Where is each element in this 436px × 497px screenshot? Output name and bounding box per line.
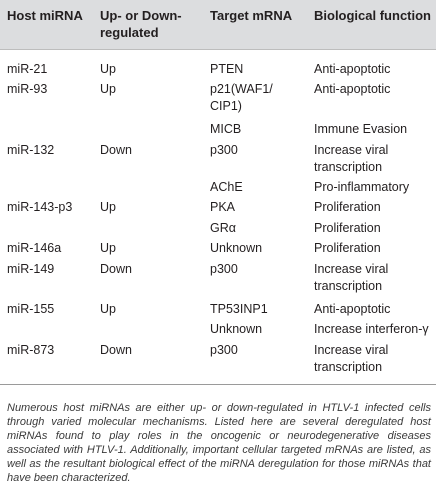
- cell-host: miR-143-p3: [7, 200, 73, 214]
- header-target-mrna: Target mRNA: [210, 8, 293, 23]
- header-host-mirna: Host miRNA: [7, 8, 83, 23]
- cell-function: Pro-inflammatory: [314, 180, 410, 194]
- cell-function: Anti-apoptotic: [314, 302, 391, 316]
- table-caption: Numerous host miRNAs are either up- or down-regulated in HTLV-1 infected cells through varied molecular mechanisms. Listed here are several deregulated host miRNAs found to play roles in the oncogenic or neurodegenerative diseases associated with HTLV-1. Additionally, important cellular targeted mRNAs are listed, as well as the resultant biological effect of the miRNA deregulation for those miRNAs that have been characterized.: [7, 402, 431, 484]
- cell-regulation: Down: [100, 143, 132, 157]
- cell-regulation: Up: [100, 302, 116, 316]
- cell-target: p300: [210, 262, 238, 276]
- cell-target: p300: [210, 343, 238, 357]
- cell-function: Increase interferon-γ: [314, 322, 429, 336]
- table-header: [0, 0, 436, 50]
- header-regulation: Up- or Down-regulated: [100, 8, 182, 40]
- table-body: [0, 50, 436, 436]
- cell-target: p300: [210, 143, 238, 157]
- cell-regulation: Up: [100, 62, 116, 76]
- cell-regulation: Down: [100, 343, 132, 357]
- cell-host: miR-93: [7, 82, 48, 96]
- cell-function: Immune Evasion: [314, 122, 408, 136]
- cell-function: Anti-apoptotic: [314, 62, 391, 76]
- cell-host: miR-146a: [7, 241, 62, 255]
- cell-host: miR-155: [7, 302, 55, 316]
- cell-target: PTEN: [210, 62, 244, 76]
- cell-target: Unknown: [210, 241, 263, 255]
- cell-function: Proliferation: [314, 221, 381, 235]
- cell-target: AChE: [210, 180, 243, 194]
- cell-host: miR-149: [7, 262, 55, 276]
- cell-host: miR-21: [7, 62, 48, 76]
- cell-regulation: Up: [100, 82, 116, 96]
- cell-regulation: Up: [100, 241, 116, 255]
- cell-function: Increase viral transcription: [314, 262, 389, 293]
- cell-target: p21(WAF1/ CIP1): [210, 82, 273, 113]
- cell-function: Increase viral transcription: [314, 143, 389, 174]
- header-biological-function: Biological function: [314, 8, 431, 23]
- table-bottom-rule: [0, 384, 436, 385]
- cell-target: TP53INP1: [210, 302, 268, 316]
- cell-target: MICB: [210, 122, 242, 136]
- cell-regulation: Down: [100, 262, 132, 276]
- cell-target: Unknown: [210, 322, 263, 336]
- cell-host: miR-873: [7, 343, 55, 357]
- cell-function: Anti-apoptotic: [314, 82, 391, 96]
- cell-target: GRα: [210, 221, 236, 235]
- cell-function: Increase viral transcription: [314, 343, 389, 374]
- cell-host: miR-132: [7, 143, 55, 157]
- cell-regulation: Up: [100, 200, 116, 214]
- cell-function: Proliferation: [314, 241, 381, 255]
- cell-target: PKA: [210, 200, 236, 214]
- cell-function: Proliferation: [314, 200, 381, 214]
